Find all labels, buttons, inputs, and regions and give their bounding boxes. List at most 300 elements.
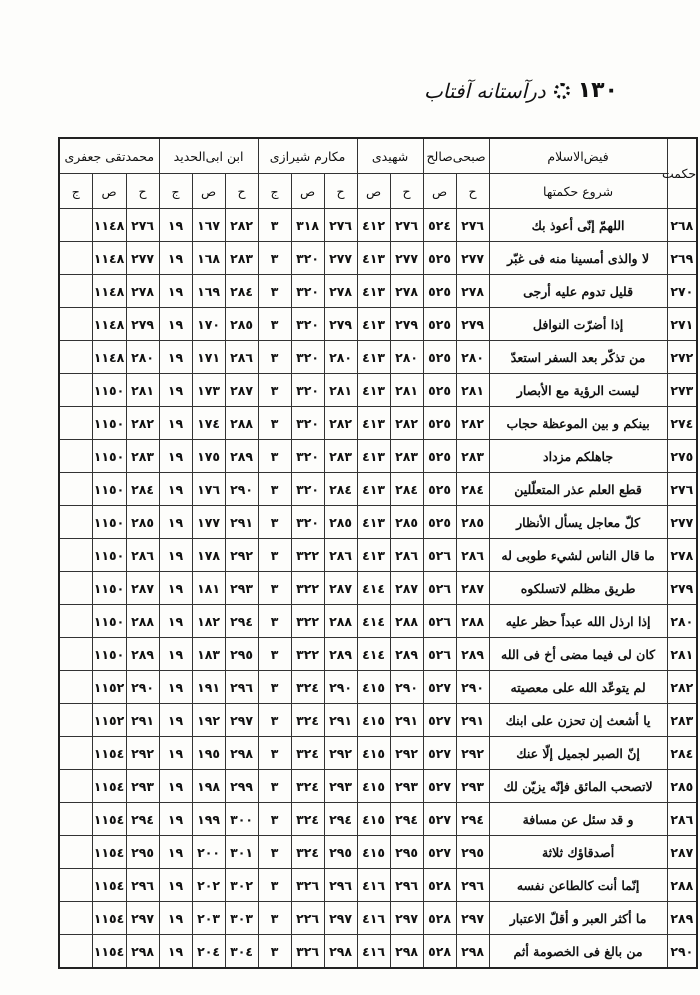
table-row xyxy=(59,704,697,737)
cell-ibn-s: ١٧٦ xyxy=(192,473,225,506)
cell-sobhi-h: ٢٧٩ xyxy=(456,308,489,341)
cell-makarem-j: ٣ xyxy=(258,341,291,374)
subheader-j: ج xyxy=(59,174,92,209)
cell-shahidi-s: ٤١٥ xyxy=(357,803,390,836)
cell-makarem-s: ٣٢٤ xyxy=(291,803,324,836)
table-row xyxy=(59,869,697,902)
cell-text: كان لى فيما مضى أخ فى الله xyxy=(489,638,667,671)
cell-ibn-j: ١٩ xyxy=(159,572,192,605)
cell-jafari-h: ٢٩٠ xyxy=(126,671,159,704)
cell-sobhi-h: ٢٩٠ xyxy=(456,671,489,704)
cell-makarem-s: ٣٢٤ xyxy=(291,737,324,770)
cell-ibn-s: ٢٠٤ xyxy=(192,935,225,969)
cell-makarem-h: ٢٨٤ xyxy=(324,473,357,506)
cell-text: إذا أضرّت النوافل xyxy=(489,308,667,341)
table-row xyxy=(59,275,697,308)
cell-hikmat: ٢٧٧ xyxy=(667,506,697,539)
cell-jafari-j xyxy=(59,935,92,969)
cell-makarem-s: ٣٢٤ xyxy=(291,704,324,737)
cell-makarem-j: ٣ xyxy=(258,275,291,308)
cell-sobhi-s: ٥٢٧ xyxy=(423,704,456,737)
cell-sobhi-s: ٥٢٦ xyxy=(423,572,456,605)
table-row xyxy=(59,902,697,935)
cell-ibn-h: ٣٠٤ xyxy=(225,935,258,969)
cell-ibn-s: ١٩٩ xyxy=(192,803,225,836)
cell-shahidi-h: ٢٧٦ xyxy=(390,209,423,242)
cell-ibn-h: ٢٩٠ xyxy=(225,473,258,506)
table-row xyxy=(59,539,697,572)
cell-shahidi-s: ٤١٣ xyxy=(357,473,390,506)
cell-text: إنّ الصبر لجميل إلّا عنك xyxy=(489,737,667,770)
cell-jafari-s: ١١٤٨ xyxy=(92,275,126,308)
header-shahidi: شهیدی xyxy=(357,138,423,174)
cell-sobhi-h: ٢٨٨ xyxy=(456,605,489,638)
cell-jafari-s: ١١٥٢ xyxy=(92,704,126,737)
cell-jafari-h: ٢٩٥ xyxy=(126,836,159,869)
cell-ibn-s: ١٦٨ xyxy=(192,242,225,275)
table-row xyxy=(59,506,697,539)
cell-shahidi-h: ٢٩٨ xyxy=(390,935,423,969)
cell-hikmat: ٢٧٨ xyxy=(667,539,697,572)
cell-sobhi-h: ٢٩٣ xyxy=(456,770,489,803)
cell-jafari-h: ٢٩١ xyxy=(126,704,159,737)
cell-makarem-h: ٢٩٨ xyxy=(324,935,357,969)
table-row xyxy=(59,638,697,671)
concordance-table xyxy=(58,137,698,969)
cell-text: بينكم و بين الموعظة حجاب xyxy=(489,407,667,440)
cell-shahidi-s: ٤١٢ xyxy=(357,209,390,242)
cell-makarem-j: ٣ xyxy=(258,803,291,836)
cell-shahidi-h: ٢٩٦ xyxy=(390,869,423,902)
table-body xyxy=(59,209,697,969)
cell-jafari-s: ١١٥٠ xyxy=(92,638,126,671)
cell-jafari-j xyxy=(59,836,92,869)
cell-ibn-h: ٢٩١ xyxy=(225,506,258,539)
cell-makarem-h: ٢٨١ xyxy=(324,374,357,407)
cell-makarem-h: ٢٨٩ xyxy=(324,638,357,671)
subheader-s: ص xyxy=(423,174,456,209)
cell-sobhi-h: ٢٩٧ xyxy=(456,902,489,935)
cell-makarem-s: ٣٢٠ xyxy=(291,506,324,539)
cell-jafari-s: ١١٥٠ xyxy=(92,539,126,572)
cell-jafari-h: ٢٨٢ xyxy=(126,407,159,440)
cell-text: و قد سئل عن مسافة xyxy=(489,803,667,836)
cell-jafari-s: ١١٥٠ xyxy=(92,605,126,638)
cell-sobhi-h: ٢٧٨ xyxy=(456,275,489,308)
cell-hikmat: ٢٧٤ xyxy=(667,407,697,440)
cell-hikmat: ٢٨٥ xyxy=(667,770,697,803)
cell-makarem-h: ٢٩١ xyxy=(324,704,357,737)
cell-sobhi-s: ٥٢٥ xyxy=(423,308,456,341)
book-title: درآستانه آفتاب xyxy=(423,78,546,103)
cell-makarem-h: ٢٨٨ xyxy=(324,605,357,638)
cell-shahidi-h: ٢٨٥ xyxy=(390,506,423,539)
cell-makarem-s: ٣٢٤ xyxy=(291,770,324,803)
table-row xyxy=(59,308,697,341)
cell-shahidi-h: ٢٨١ xyxy=(390,374,423,407)
cell-makarem-h: ٢٩٠ xyxy=(324,671,357,704)
cell-jafari-h: ٢٨٧ xyxy=(126,572,159,605)
subheader-s: ص xyxy=(357,174,390,209)
cell-jafari-j xyxy=(59,638,92,671)
cell-shahidi-s: ٤١٤ xyxy=(357,572,390,605)
cell-shahidi-h: ٢٩١ xyxy=(390,704,423,737)
cell-ibn-j: ١٩ xyxy=(159,308,192,341)
cell-text: من بالغ فى الخصومة أثم xyxy=(489,935,667,969)
cell-ibn-s: ١٨١ xyxy=(192,572,225,605)
cell-sobhi-s: ٥٢٥ xyxy=(423,440,456,473)
cell-sobhi-h: ٢٧٦ xyxy=(456,209,489,242)
cell-hikmat: ٢٧٩ xyxy=(667,572,697,605)
cell-ibn-s: ١٧٨ xyxy=(192,539,225,572)
cell-jafari-j xyxy=(59,539,92,572)
cell-ibn-j: ١٩ xyxy=(159,836,192,869)
cell-shahidi-h: ٢٨٧ xyxy=(390,572,423,605)
cell-sobhi-s: ٥٢٦ xyxy=(423,605,456,638)
cell-ibn-h: ٢٩٤ xyxy=(225,605,258,638)
cell-shahidi-s: ٤١٥ xyxy=(357,671,390,704)
subheader-j: ج xyxy=(159,174,192,209)
cell-sobhi-s: ٥٢٧ xyxy=(423,803,456,836)
cell-hikmat: ٢٨٠ xyxy=(667,605,697,638)
cell-jafari-h: ٢٧٨ xyxy=(126,275,159,308)
cell-makarem-h: ٢٩٥ xyxy=(324,836,357,869)
cell-sobhi-h: ٢٩٦ xyxy=(456,869,489,902)
cell-jafari-s: ١١٥٤ xyxy=(92,902,126,935)
cell-makarem-j: ٣ xyxy=(258,209,291,242)
cell-makarem-h: ٢٨٢ xyxy=(324,407,357,440)
cell-ibn-s: ١٧٧ xyxy=(192,506,225,539)
cell-jafari-s: ١١٥٠ xyxy=(92,407,126,440)
cell-makarem-j: ٣ xyxy=(258,836,291,869)
cell-jafari-h: ٢٧٦ xyxy=(126,209,159,242)
cell-ibn-s: ١٨٣ xyxy=(192,638,225,671)
cell-shahidi-s: ٤١٦ xyxy=(357,902,390,935)
cell-jafari-h: ٢٨٠ xyxy=(126,341,159,374)
cell-jafari-j xyxy=(59,407,92,440)
header-mohammad-taghi-jafari: محمدتقی جعفری xyxy=(59,138,159,174)
cell-ibn-j: ١٩ xyxy=(159,638,192,671)
header-sobhi-saleh: صبحی‌صالح xyxy=(423,138,489,174)
cell-sobhi-h: ٢٨١ xyxy=(456,374,489,407)
cell-hikmat: ٢٨٩ xyxy=(667,902,697,935)
cell-makarem-j: ٣ xyxy=(258,308,291,341)
cell-shahidi-h: ٢٨٦ xyxy=(390,539,423,572)
cell-ibn-s: ٢٠٢ xyxy=(192,869,225,902)
cell-text: قليل تدوم عليه أرجى xyxy=(489,275,667,308)
subheader-s: ص xyxy=(92,174,126,209)
cell-jafari-s: ١١٥٤ xyxy=(92,770,126,803)
cell-shahidi-s: ٤١٣ xyxy=(357,374,390,407)
cell-ibn-j: ١٩ xyxy=(159,770,192,803)
cell-text: من تذكّر بعد السفر استعدّ xyxy=(489,341,667,374)
cell-makarem-h: ٢٩٤ xyxy=(324,803,357,836)
cell-jafari-s: ١١٥٤ xyxy=(92,737,126,770)
cell-jafari-j xyxy=(59,671,92,704)
cell-ibn-s: ١٧٥ xyxy=(192,440,225,473)
cell-shahidi-h: ٢٨٤ xyxy=(390,473,423,506)
cell-ibn-h: ٣٠٢ xyxy=(225,869,258,902)
cell-shahidi-s: ٤١٦ xyxy=(357,869,390,902)
cell-ibn-j: ١٩ xyxy=(159,473,192,506)
cell-ibn-h: ٢٩٩ xyxy=(225,770,258,803)
table-row xyxy=(59,671,697,704)
subheader-h: ح xyxy=(225,174,258,209)
cell-jafari-h: ٢٨٩ xyxy=(126,638,159,671)
cell-sobhi-h: ٢٨٠ xyxy=(456,341,489,374)
table-row xyxy=(59,605,697,638)
cell-ibn-j: ١٩ xyxy=(159,671,192,704)
cell-makarem-s: ٣٢٠ xyxy=(291,407,324,440)
cell-jafari-h: ٢٧٧ xyxy=(126,242,159,275)
cell-hikmat: ٢٨٧ xyxy=(667,836,697,869)
cell-sobhi-h: ٢٨٦ xyxy=(456,539,489,572)
cell-text: يا أشعث إن تحزن على ابنك xyxy=(489,704,667,737)
cell-jafari-j xyxy=(59,737,92,770)
subheader-hikmat-beginnings: شروع حکمتها xyxy=(489,174,667,209)
cell-ibn-s: ١٦٩ xyxy=(192,275,225,308)
cell-jafari-j xyxy=(59,704,92,737)
header-ibn-abi-al-hadid: ابن ابی‌الحدید xyxy=(159,138,258,174)
sun-ornament-icon xyxy=(554,83,570,99)
cell-makarem-h: ٢٨٥ xyxy=(324,506,357,539)
cell-jafari-h: ٢٩٤ xyxy=(126,803,159,836)
cell-makarem-j: ٣ xyxy=(258,671,291,704)
subheader-s: ص xyxy=(192,174,225,209)
table-row xyxy=(59,242,697,275)
cell-ibn-j: ١٩ xyxy=(159,539,192,572)
cell-makarem-j: ٣ xyxy=(258,374,291,407)
header-feyz-al-islam: فیض‌الاسلام xyxy=(489,138,667,174)
table-row xyxy=(59,803,697,836)
cell-ibn-h: ٢٩٣ xyxy=(225,572,258,605)
cell-ibn-s: ١٩٨ xyxy=(192,770,225,803)
cell-ibn-j: ١٩ xyxy=(159,407,192,440)
cell-ibn-j: ١٩ xyxy=(159,242,192,275)
cell-shahidi-s: ٤١٣ xyxy=(357,341,390,374)
cell-shahidi-s: ٤١٥ xyxy=(357,737,390,770)
table-row xyxy=(59,341,697,374)
cell-makarem-s: ٣٢٠ xyxy=(291,275,324,308)
cell-jafari-j xyxy=(59,209,92,242)
cell-text: ما قال الناس لشيء طوبى له xyxy=(489,539,667,572)
cell-sobhi-s: ٥٢٥ xyxy=(423,473,456,506)
cell-jafari-j xyxy=(59,902,92,935)
cell-jafari-s: ١١٤٨ xyxy=(92,341,126,374)
cell-sobhi-s: ٥٢٥ xyxy=(423,506,456,539)
cell-jafari-j xyxy=(59,440,92,473)
cell-ibn-h: ٢٨٨ xyxy=(225,407,258,440)
cell-makarem-j: ٣ xyxy=(258,242,291,275)
cell-jafari-j xyxy=(59,869,92,902)
cell-jafari-j xyxy=(59,572,92,605)
table-row xyxy=(59,209,697,242)
table-row xyxy=(59,572,697,605)
cell-ibn-s: ١٧٣ xyxy=(192,374,225,407)
cell-ibn-h: ٢٨٥ xyxy=(225,308,258,341)
cell-ibn-h: ٢٩٦ xyxy=(225,671,258,704)
cell-shahidi-s: ٤١٤ xyxy=(357,638,390,671)
cell-ibn-h: ٢٨٣ xyxy=(225,242,258,275)
cell-makarem-h: ٢٧٧ xyxy=(324,242,357,275)
cell-ibn-s: ٢٠٣ xyxy=(192,902,225,935)
table-row xyxy=(59,473,697,506)
cell-makarem-h: ٢٩٣ xyxy=(324,770,357,803)
cell-makarem-s: ٢٢٦ xyxy=(291,902,324,935)
cell-hikmat: ٢٨٨ xyxy=(667,869,697,902)
cell-sobhi-h: ٢٨٣ xyxy=(456,440,489,473)
subheader-h: ح xyxy=(390,174,423,209)
cell-text: كلّ معاجل يسأل الأنظار xyxy=(489,506,667,539)
cell-makarem-s: ٣٢٠ xyxy=(291,341,324,374)
cell-makarem-j: ٣ xyxy=(258,638,291,671)
cell-sobhi-s: ٥٢٦ xyxy=(423,539,456,572)
subheader-h: ح xyxy=(126,174,159,209)
cell-jafari-j xyxy=(59,275,92,308)
cell-sobhi-s: ٥٢٧ xyxy=(423,671,456,704)
cell-text: لم يتوعّد الله على معصيته xyxy=(489,671,667,704)
cell-ibn-j: ١٩ xyxy=(159,374,192,407)
cell-makarem-h: ٢٧٩ xyxy=(324,308,357,341)
cell-makarem-s: ٣٢٦ xyxy=(291,869,324,902)
cell-ibn-s: ١٧٠ xyxy=(192,308,225,341)
cell-jafari-j xyxy=(59,473,92,506)
cell-shahidi-h: ٢٩٠ xyxy=(390,671,423,704)
cell-makarem-s: ٣٢٤ xyxy=(291,836,324,869)
cell-sobhi-s: ٥٢٥ xyxy=(423,341,456,374)
cell-ibn-j: ١٩ xyxy=(159,902,192,935)
page-header xyxy=(424,78,618,103)
cell-makarem-h: ٢٧٦ xyxy=(324,209,357,242)
cell-makarem-j: ٣ xyxy=(258,704,291,737)
cell-jafari-h: ٢٩٦ xyxy=(126,869,159,902)
cell-makarem-h: ٢٩٦ xyxy=(324,869,357,902)
cell-ibn-h: ٢٩٧ xyxy=(225,704,258,737)
cell-jafari-s: ١١٤٨ xyxy=(92,308,126,341)
cell-shahidi-s: ٤١٥ xyxy=(357,704,390,737)
cell-ibn-j: ١٩ xyxy=(159,275,192,308)
cell-ibn-j: ١٩ xyxy=(159,704,192,737)
cell-shahidi-s: ٤١٣ xyxy=(357,440,390,473)
cell-makarem-j: ٣ xyxy=(258,770,291,803)
cell-makarem-j: ٣ xyxy=(258,737,291,770)
cell-makarem-s: ٣٢٠ xyxy=(291,242,324,275)
cell-shahidi-h: ٢٩٣ xyxy=(390,770,423,803)
cell-sobhi-s: ٥٢٧ xyxy=(423,836,456,869)
cell-makarem-j: ٣ xyxy=(258,605,291,638)
cell-hikmat: ٢٧٦ xyxy=(667,473,697,506)
table-row xyxy=(59,935,697,969)
cell-ibn-s: ١٧٤ xyxy=(192,407,225,440)
cell-sobhi-s: ٥٢٤ xyxy=(423,209,456,242)
cell-sobhi-s: ٥٢٥ xyxy=(423,242,456,275)
cell-sobhi-s: ٥٢٧ xyxy=(423,770,456,803)
table-row xyxy=(59,440,697,473)
cell-shahidi-h: ٢٧٨ xyxy=(390,275,423,308)
cell-jafari-s: ١١٥٤ xyxy=(92,935,126,969)
cell-sobhi-s: ٥٢٥ xyxy=(423,275,456,308)
table-row xyxy=(59,374,697,407)
cell-shahidi-h: ٢٨٩ xyxy=(390,638,423,671)
cell-jafari-s: ١١٥٠ xyxy=(92,440,126,473)
cell-makarem-h: ٢٩٧ xyxy=(324,902,357,935)
cell-ibn-h: ٣٠٠ xyxy=(225,803,258,836)
cell-ibn-s: ١٨٢ xyxy=(192,605,225,638)
cell-shahidi-h: ٢٩٥ xyxy=(390,836,423,869)
cell-shahidi-h: ٢٨٨ xyxy=(390,605,423,638)
cell-makarem-j: ٣ xyxy=(258,869,291,902)
cell-jafari-s: ١١٥٠ xyxy=(92,473,126,506)
cell-ibn-j: ١٩ xyxy=(159,803,192,836)
cell-shahidi-s: ٤١٥ xyxy=(357,836,390,869)
cell-jafari-j xyxy=(59,506,92,539)
cell-sobhi-h: ٢٨٢ xyxy=(456,407,489,440)
table-row xyxy=(59,770,697,803)
cell-ibn-h: ٢٨٧ xyxy=(225,374,258,407)
cell-jafari-h: ٢٨٥ xyxy=(126,506,159,539)
cell-ibn-s: ١٩٥ xyxy=(192,737,225,770)
cell-makarem-j: ٣ xyxy=(258,539,291,572)
cell-jafari-h: ٢٨١ xyxy=(126,374,159,407)
cell-ibn-j: ١٩ xyxy=(159,209,192,242)
cell-hikmat: ٢٦٩ xyxy=(667,242,697,275)
cell-ibn-h: ٢٨٢ xyxy=(225,209,258,242)
cell-ibn-j: ١٩ xyxy=(159,506,192,539)
cell-sobhi-h: ٢٨٤ xyxy=(456,473,489,506)
cell-shahidi-h: ٢٧٩ xyxy=(390,308,423,341)
cell-sobhi-s: ٥٢٧ xyxy=(423,737,456,770)
header-hikmat: حکمت xyxy=(667,138,697,209)
cell-text: ليست الرؤية مع الأبصار xyxy=(489,374,667,407)
cell-makarem-j: ٣ xyxy=(258,506,291,539)
cell-jafari-h: ٢٩٢ xyxy=(126,737,159,770)
cell-jafari-s: ١١٥٢ xyxy=(92,671,126,704)
cell-ibn-j: ١٩ xyxy=(159,737,192,770)
cell-shahidi-h: ٢٩٤ xyxy=(390,803,423,836)
subheader-s: ص xyxy=(291,174,324,209)
cell-text: أصدقاؤك ثلاثة xyxy=(489,836,667,869)
header-makarem-shirazi: مکارم شیرازی xyxy=(258,138,357,174)
cell-shahidi-h: ٢٩٢ xyxy=(390,737,423,770)
cell-shahidi-s: ٤١٣ xyxy=(357,242,390,275)
cell-ibn-j: ١٩ xyxy=(159,440,192,473)
cell-shahidi-s: ٤١٥ xyxy=(357,770,390,803)
cell-jafari-j xyxy=(59,242,92,275)
cell-shahidi-s: ٤١٣ xyxy=(357,506,390,539)
cell-jafari-h: ٢٨٨ xyxy=(126,605,159,638)
cell-sobhi-h: ٢٨٩ xyxy=(456,638,489,671)
cell-makarem-s: ٣١٨ xyxy=(291,209,324,242)
cell-jafari-s: ١١٤٨ xyxy=(92,242,126,275)
cell-ibn-s: ١٩٢ xyxy=(192,704,225,737)
table-row xyxy=(59,407,697,440)
cell-sobhi-s: ٥٢٨ xyxy=(423,869,456,902)
cell-jafari-j xyxy=(59,341,92,374)
subheader-j: ج xyxy=(258,174,291,209)
cell-jafari-h: ٢٨٦ xyxy=(126,539,159,572)
cell-hikmat: ٢٧٢ xyxy=(667,341,697,374)
cell-makarem-h: ٢٧٨ xyxy=(324,275,357,308)
cell-ibn-s: ١٦٧ xyxy=(192,209,225,242)
cell-text: لا والذى أمسينا منه فى غبّر xyxy=(489,242,667,275)
cell-text: قطع العلم عذر المتعلّلين xyxy=(489,473,667,506)
cell-hikmat: ٢٧٣ xyxy=(667,374,697,407)
cell-ibn-h: ٢٨٦ xyxy=(225,341,258,374)
cell-sobhi-s: ٥٢٨ xyxy=(423,935,456,969)
cell-ibn-h: ٢٨٤ xyxy=(225,275,258,308)
cell-sobhi-h: ٢٨٧ xyxy=(456,572,489,605)
cell-jafari-s: ١١٥٠ xyxy=(92,572,126,605)
